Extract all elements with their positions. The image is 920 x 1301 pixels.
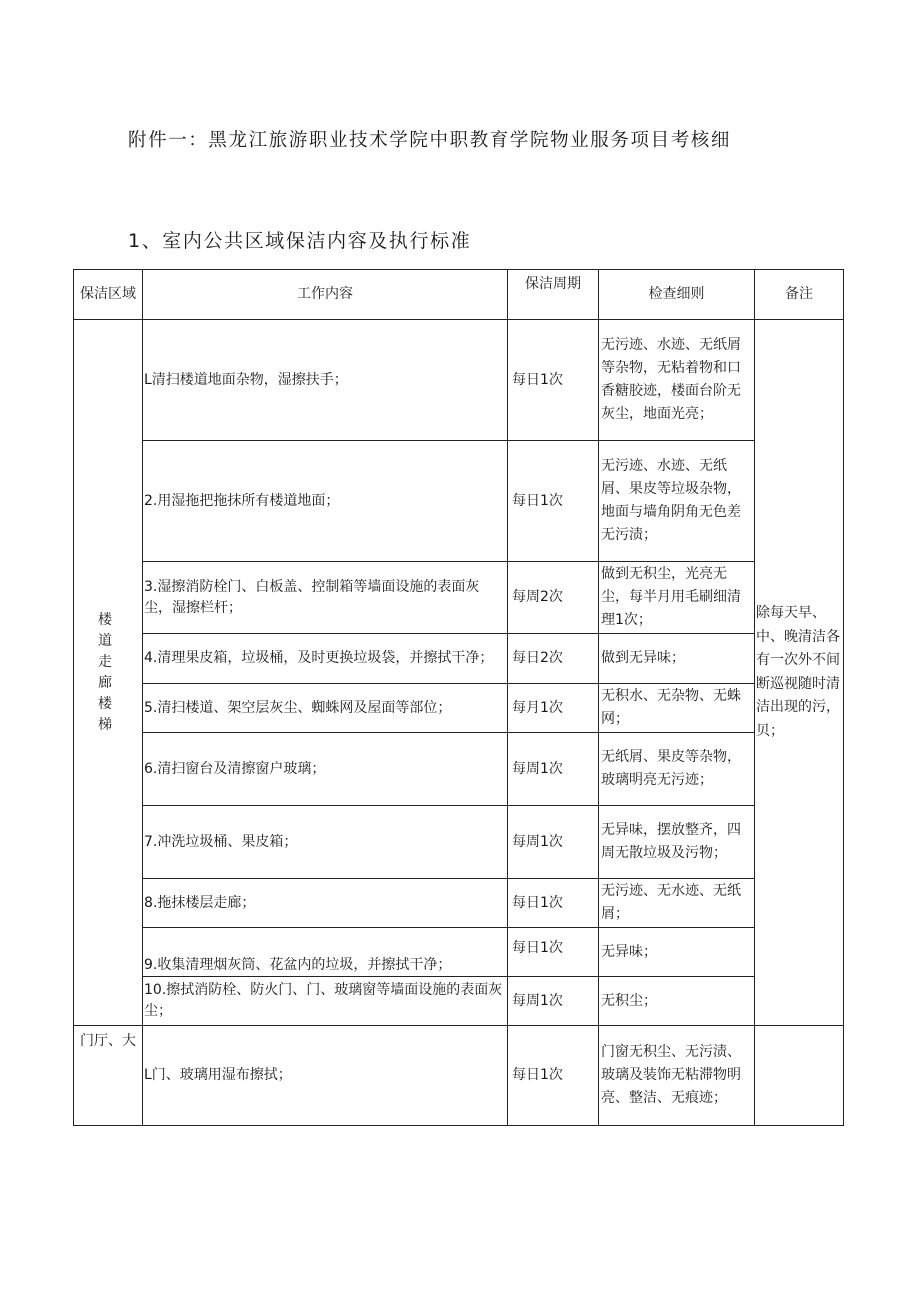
table-row bbox=[74, 684, 844, 733]
frequency-cell: 每月1次 bbox=[508, 684, 599, 733]
frequency-cell: 每周1次 bbox=[508, 977, 599, 1026]
cleaning-standards-table bbox=[73, 269, 844, 1126]
detail-cell: 无污迹、水迹、无纸屑等杂物，无粘着物和口香糖胶迹，楼面台阶无灰尘，地面光亮； bbox=[599, 320, 755, 441]
table-header-row bbox=[74, 270, 844, 320]
detail-cell: 做到无异味； bbox=[599, 634, 755, 684]
frequency-cell: 每日1次 bbox=[508, 928, 599, 977]
content-cell: 4.清理果皮箱，垃圾桶，及时更换垃圾袋，并擦拭干净； bbox=[143, 634, 508, 684]
content-cell: 5.清扫楼道、架空层灰尘、蜘蛛网及屋面等部位； bbox=[143, 684, 508, 733]
section-heading: 1、室内公共区域保洁内容及执行标准 bbox=[128, 230, 472, 252]
header-area: 保洁区域 bbox=[74, 270, 143, 320]
detail-cell: 无异味，摆放整齐，四周无散垃圾及污物； bbox=[599, 806, 755, 879]
content-cell: 6.清扫窗台及清擦窗户玻璃； bbox=[143, 733, 508, 806]
frequency-cell: 每周2次 bbox=[508, 562, 599, 634]
content-cell: L清扫楼道地面杂物，湿擦扶手； bbox=[143, 320, 508, 441]
table-row bbox=[74, 928, 844, 977]
content-cell: 9.收集清理烟灰筒、花盆内的垃圾，并擦拭干净； bbox=[143, 928, 508, 977]
frequency-cell: 每日1次 bbox=[508, 320, 599, 441]
content-cell: 8.拖抹楼层走廊； bbox=[143, 879, 508, 928]
detail-cell: 无积尘； bbox=[599, 977, 755, 1026]
content-cell: 3.湿擦消防栓门、白板盖、控制箱等墙面设施的表面灰尘，湿擦栏杆； bbox=[143, 562, 508, 634]
note-cell: 除每天早、中、晚清洁各有一次外不间断巡视随时清洁出现的污，贝； bbox=[755, 320, 844, 1026]
table-row bbox=[74, 806, 844, 879]
frequency-cell: 每日1次 bbox=[508, 1026, 599, 1126]
table-row bbox=[74, 320, 844, 441]
table-row bbox=[74, 562, 844, 634]
content-cell: 10.擦拭消防栓、防火门、门、玻璃窗等墙面设施的表面灰尘； bbox=[143, 977, 508, 1026]
area-cell-lobby: 门厅、大 bbox=[74, 1026, 143, 1126]
table-row bbox=[74, 879, 844, 928]
content-cell: 7.冲洗垃圾桶、果皮箱； bbox=[143, 806, 508, 879]
content-cell: 2.用湿拖把拖抹所有楼道地面； bbox=[143, 441, 508, 562]
frequency-cell: 每日1次 bbox=[508, 879, 599, 928]
area-label: 楼道走廊楼梯 bbox=[98, 611, 112, 733]
table-row bbox=[74, 1026, 844, 1126]
detail-cell: 做到无积尘，光亮无尘，每半月用毛刷细清理1次； bbox=[599, 562, 755, 634]
detail-cell: 无污迹、水迹、无纸屑、果皮等垃圾杂物，地面与墙角阴角无色差无污渍； bbox=[599, 441, 755, 562]
table-row bbox=[74, 733, 844, 806]
detail-cell: 无积水、无杂物、无蛛网； bbox=[599, 684, 755, 733]
detail-cell: 无纸屑、果皮等杂物，玻璃明亮无污迹； bbox=[599, 733, 755, 806]
frequency-cell: 每日1次 bbox=[508, 441, 599, 562]
header-content: 工作内容 bbox=[143, 270, 508, 320]
frequency-cell: 每日2次 bbox=[508, 634, 599, 684]
detail-cell: 门窗无积尘、无污渍、玻璃及装饰无粘滞物明亮、整洁、无痕迹； bbox=[599, 1026, 755, 1126]
content-cell: L门、玻璃用湿布擦拭； bbox=[143, 1026, 508, 1126]
note-cell bbox=[755, 1026, 844, 1126]
table-row bbox=[74, 977, 844, 1026]
document-title: 附件一：黑龙江旅游职业技术学院中职教育学院物业服务项目考核细 bbox=[128, 130, 732, 151]
header-details: 检查细则 bbox=[599, 270, 755, 320]
header-frequency: 保洁周期 bbox=[508, 270, 599, 320]
area-cell-corridor bbox=[74, 320, 143, 1026]
detail-cell: 无异味； bbox=[599, 928, 755, 977]
header-notes: 备注 bbox=[755, 270, 844, 320]
table-row bbox=[74, 634, 844, 684]
table-row bbox=[74, 441, 844, 562]
frequency-cell: 每周1次 bbox=[508, 733, 599, 806]
frequency-cell: 每周1次 bbox=[508, 806, 599, 879]
detail-cell: 无污迹、无水迹、无纸屑； bbox=[599, 879, 755, 928]
